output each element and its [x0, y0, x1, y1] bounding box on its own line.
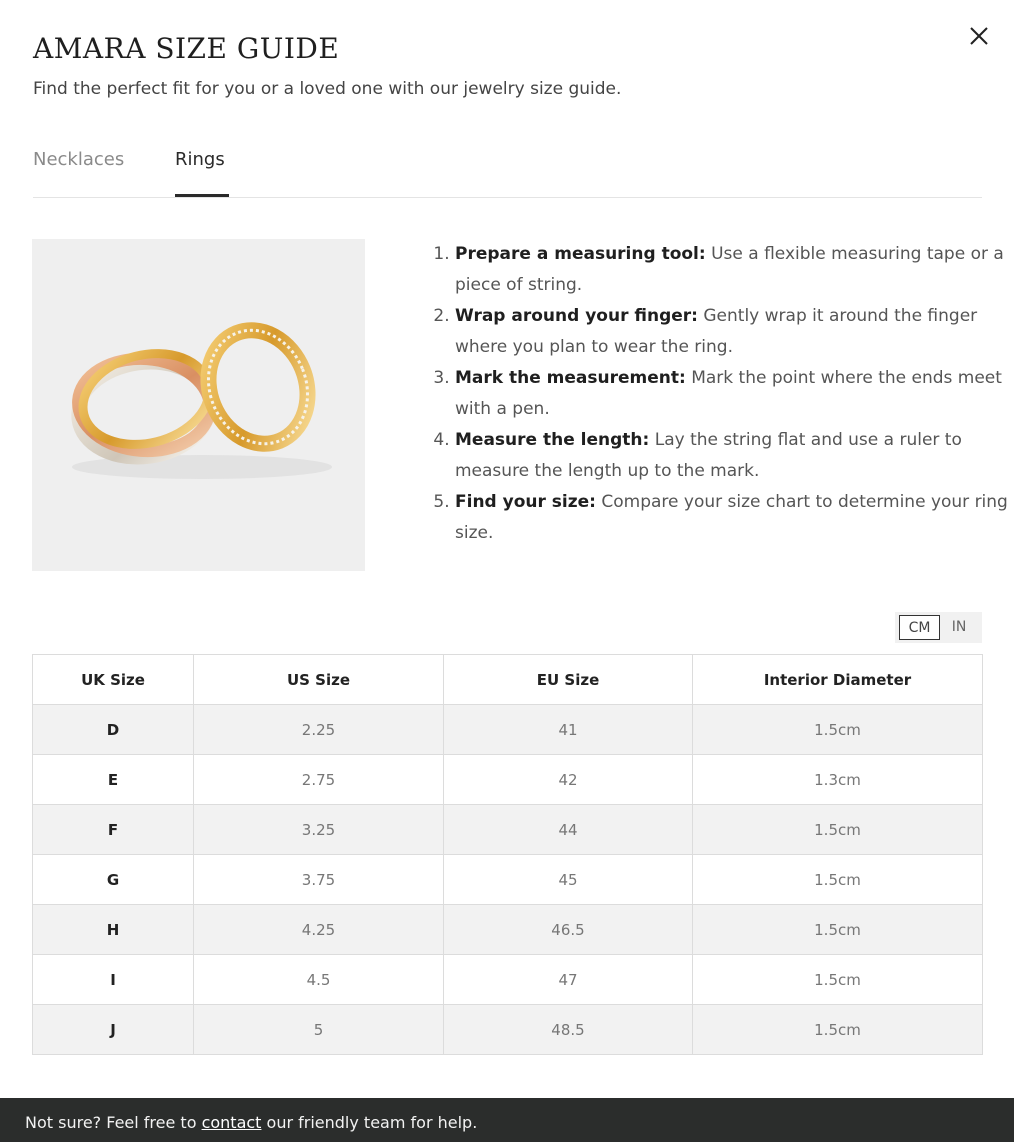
instruction-step: 3. Mark the measurement: Mark the point where the ends meet with a pen. — [455, 363, 1014, 425]
uk-size-cell: H — [33, 905, 194, 955]
uk-size-cell: F — [33, 805, 194, 855]
rings-product-image — [32, 239, 365, 571]
diameter-cell: 1.5cm — [693, 955, 983, 1005]
active-tab-indicator — [175, 194, 229, 197]
uk-size-cell: G — [33, 855, 194, 905]
table-row — [33, 805, 983, 855]
us-size-cell: 2.75 — [194, 755, 444, 805]
diameter-cell: 1.5cm — [693, 905, 983, 955]
table-row — [33, 955, 983, 1005]
table-header-row — [33, 655, 983, 705]
us-size-cell: 3.25 — [194, 805, 444, 855]
uk-size-cell: I — [33, 955, 194, 1005]
diameter-cell: 1.5cm — [693, 1005, 983, 1055]
unit-cm-button[interactable]: CM — [899, 615, 940, 640]
size-guide-tabs — [33, 140, 982, 198]
header-uk-size: UK Size — [33, 655, 194, 705]
uk-size-cell: D — [33, 705, 194, 755]
modal-title: AMARA SIZE GUIDE — [33, 32, 340, 65]
rings-illustration — [32, 239, 365, 571]
modal-subtitle: Find the perfect fit for you or a loved one with our jewelry size guide. — [33, 79, 622, 99]
footer-text-after: our friendly team for help. — [261, 1113, 478, 1132]
instruction-step: 5. Find your size: Compare your size chart to determine your ring size. — [455, 487, 1014, 549]
tab-rings[interactable]: Rings — [175, 149, 225, 170]
instruction-step: 4. Measure the length: Lay the string flat and use a ruler to measure the length up to the mark. — [455, 425, 1014, 487]
eu-size-cell: 45 — [444, 855, 693, 905]
diameter-cell: 1.5cm — [693, 855, 983, 905]
unit-toggle — [895, 612, 982, 643]
eu-size-cell: 48.5 — [444, 1005, 693, 1055]
close-button[interactable] — [963, 20, 995, 52]
table-row — [33, 755, 983, 805]
us-size-cell: 3.75 — [194, 855, 444, 905]
tab-necklaces[interactable]: Necklaces — [33, 149, 125, 170]
us-size-cell: 5 — [194, 1005, 444, 1055]
table-row — [33, 1005, 983, 1055]
measuring-instructions — [414, 239, 1014, 549]
close-icon — [963, 20, 995, 52]
diameter-cell: 1.5cm — [693, 805, 983, 855]
uk-size-cell: E — [33, 755, 194, 805]
eu-size-cell: 46.5 — [444, 905, 693, 955]
footer-text-before: Not sure? Feel free to — [25, 1113, 202, 1132]
table-row — [33, 855, 983, 905]
header-interior-diameter: Interior Diameter — [693, 655, 983, 705]
header-eu-size: EU Size — [444, 655, 693, 705]
us-size-cell: 4.5 — [194, 955, 444, 1005]
help-footer — [0, 1098, 1014, 1142]
eu-size-cell: 44 — [444, 805, 693, 855]
unit-in-button[interactable]: IN — [951, 619, 967, 635]
table-row — [33, 705, 983, 755]
us-size-cell: 2.25 — [194, 705, 444, 755]
eu-size-cell: 42 — [444, 755, 693, 805]
contact-link[interactable]: contact — [201, 1113, 262, 1132]
eu-size-cell: 47 — [444, 955, 693, 1005]
table-row — [33, 905, 983, 955]
us-size-cell: 4.25 — [194, 905, 444, 955]
header-us-size: US Size — [194, 655, 444, 705]
ring-size-table — [32, 654, 983, 1055]
instruction-step: 1. Prepare a measuring tool: Use a flexible measuring tape or a piece of string. — [455, 239, 1014, 301]
diameter-cell: 1.3cm — [693, 755, 983, 805]
diameter-cell: 1.5cm — [693, 705, 983, 755]
uk-size-cell: J — [33, 1005, 194, 1055]
instruction-step: 2. Wrap around your finger: Gently wrap it around the finger where you plan to wear the ring. — [455, 301, 1014, 363]
eu-size-cell: 41 — [444, 705, 693, 755]
